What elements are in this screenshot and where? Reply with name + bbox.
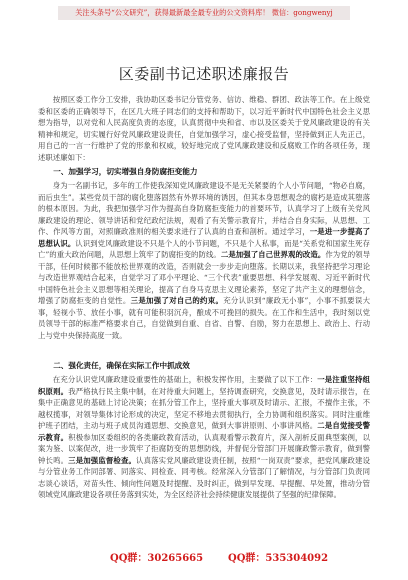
footer-qq-group-2: QQ群：535304092	[228, 553, 329, 564]
paragraph-text: 身为一名副书记，多年的工作使我深知党风廉政建设不是无关紧要的个人小节问题，“物必自腐，而后虫生”。某些党员干部的腐化堕落固然有外界环境的诱因，但其本身思想观念的腐朽是造成其堕落的根本原因。为此，我把加强学习作为提高自身防腐拒变能力的首要环节，认真学习了上级有关党风廉政建设的理论、领导讲话和党纪政纪法规，观看了有关警示教育片，并结合自身实际，从思想、工作、作风等方面，对照廉政准则的相关要求进行了认真的自查和剖析。通过学习，	[38, 181, 370, 236]
emphasis-text: 三是加强监督检查。	[68, 455, 137, 465]
emphasis-text: 一是注重坚持组织原则。	[38, 375, 370, 396]
paragraph-text: 在充分认识党风廉政建设重要性的基础上，积极发挥作用，主要做了以下工作：	[52, 375, 318, 384]
paragraph-text: 作为党的领导干部，任何时候都不能放松世界观的改造，否则就会一步步走向堕落。长期以来，我坚持把学习理论与改造世界观结合起来，自觉学习了邓小平理论、“三个代表”重要思想、科学发展观、习近平新时代中国特色社会主义思想等相关理论，提高了自身马克思主义理论素养，坚定了共产主义的理想信念，增强了防腐拒变的自觉性。	[38, 250, 370, 305]
intro-paragraph: 按照区委工作分工安排，我协助区委书记分管党务、信访、维稳、群团、政法等工作。在上级党委和区委的正确领导下，在区几大班子同志们的支持和帮助下，以习近平新时代中国特色社会主义思想为指导，以对党和人民高度负责的态度，认真贯彻中央和省、市以及区委关于党风廉政建设的有关精神和规定，切实履行好党风廉政建设责任，自觉加强学习，虚心接受监督，坚持做到正人先正己，用自己的一言一行维护了党的形象和权威，较好地完成了党风廉政建设和反腐败工作的各项任务，现述职述廉如下：	[38, 95, 370, 162]
emphasis-text: 二是加强了自己世界观的改造。	[220, 250, 326, 259]
section-heading-2: 二、强化责任，确保在实际工作中抓成效	[53, 361, 190, 370]
paragraph-text: 认识到党风廉政建设不只是个人的小节问题，不只是个人私事，而是“关系党和国家生死存亡”的重大政治问题，从思想上筑牢了防腐拒变的防线。	[38, 238, 370, 259]
paragraph-text: 认真落实党风廉政建设责任制，按照“一岗双责”要求，把党风廉政建设与分管业务工作同部署、同落实、同检查、同考核。经常深入分管部门了解情况，与分管部门负责同志谈心谈话，对苗头性、倾向性问题及时提醒、及时纠正，做到早发现、早提醒、早处置，推动分管领域党风廉政建设各项任务落到实处，为全区经济社会持续健康发展提供了坚强的纪律保障。	[38, 455, 370, 499]
section-2-paragraph	[38, 374, 370, 548]
paragraph-text: 我严格执行民主集中制，在对待重大问题上，坚持调查研究，交换意见，及时请示报告，在集中正确意见的基础上讨论决策；在抓分管工作上，坚持重大事项及时请示、汇报，不擅作主张，不越权揽事，对领导集体讨论形成的决定，坚定不移地去贯彻执行，全力协调和组织落实。同时注重维护班子团结，主动与班子成员沟通思想、交换意见，做到大事讲原则、小事讲风格。	[38, 386, 370, 430]
promo-banner-text: 关注头条号“公文研究”，获得最新最全最专业的公文资料库！ 微信：gongwenyj	[75, 8, 333, 17]
paragraph-text: 积极参加区委组织的各类廉政教育活动，认真观看警示教育片，深入剖析反面典型案例，以案为鉴、以案促改，进一步筑牢了拒腐防变的思想防线，并督促分管部门开展廉政警示教育，做到警钟长鸣。	[38, 432, 370, 465]
emphasis-text: 一是进一步提高了思想认识。	[38, 227, 370, 248]
section-heading-1: 一、加强学习，切实增强自身防腐拒变能力	[53, 167, 198, 176]
promo-banner	[58, 6, 350, 20]
paragraph-text: 充分认识到“廉政无小事”，小事不抓要误大事，轻视小节、放任小事，就有可能积羽沉舟，酿成不可挽回的损失。在工作和生活中，我时刻以党员领导干部的标准严格要求自己，自觉做到自重、自省、自警、自励，努力在思想上、政治上、行动上与党中央保持高度一致。	[38, 296, 370, 340]
footer-qq-group-1: QQ群：30265665	[110, 553, 204, 564]
emphasis-text: 三是加强了对自己的约束。	[130, 296, 224, 305]
section-1-paragraph	[38, 180, 370, 354]
emphasis-text: 二是自觉接受警示教育。	[38, 421, 370, 442]
document-title: 区委副书记述职述廉报告	[118, 65, 290, 83]
